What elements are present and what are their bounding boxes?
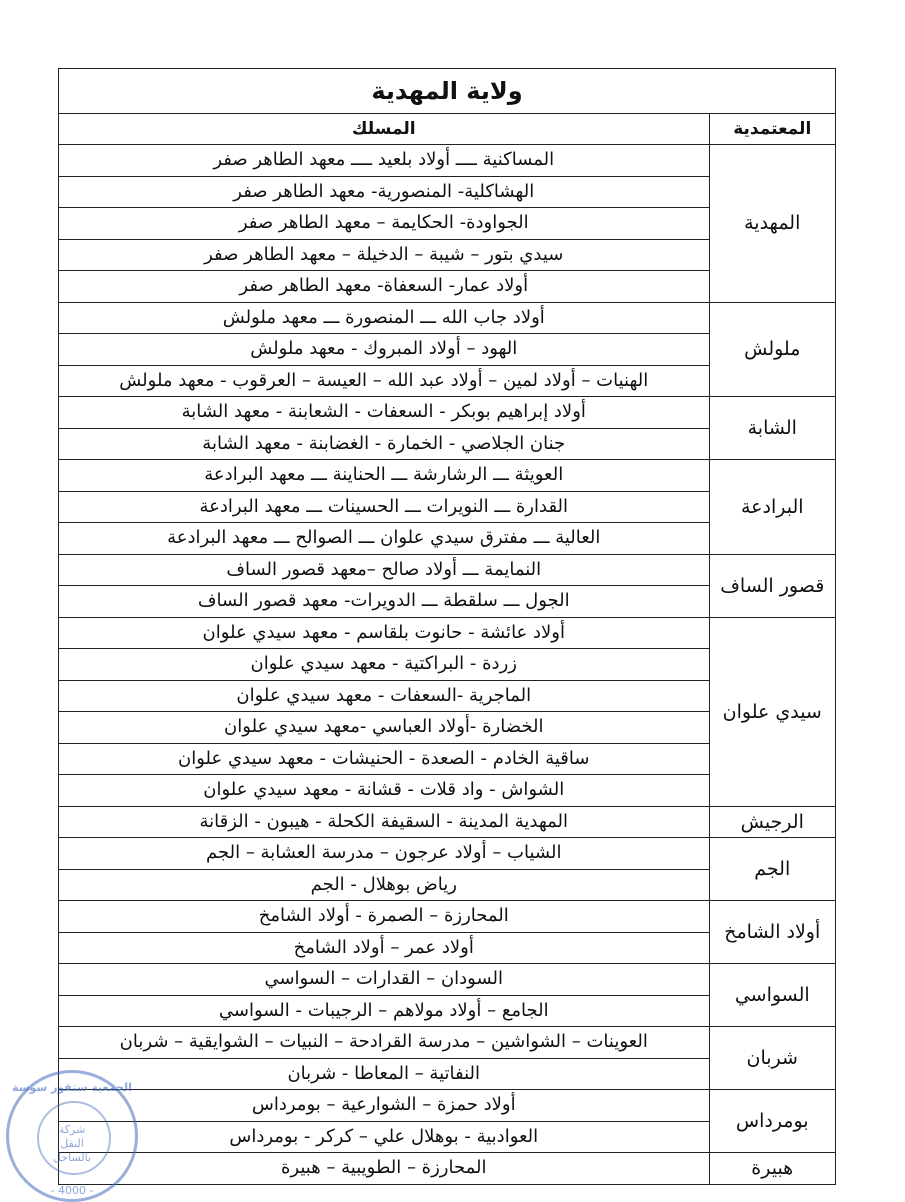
- delegation-name: هبيرة: [709, 1153, 835, 1184]
- delegation-name: أولاد الشامخ: [709, 901, 835, 964]
- routes-table: [59, 114, 835, 1184]
- delegation-group-row: [59, 1027, 835, 1090]
- route-list: [59, 302, 709, 397]
- delegation-group-row: [59, 460, 835, 555]
- delegation-group-row: [59, 964, 835, 1027]
- delegation-name: شربان: [709, 1027, 835, 1090]
- route-item: المحارزة – الصمرة - أولاد الشامخ: [258, 905, 509, 926]
- route-list: [59, 838, 709, 901]
- route-item: العوادبية - بوهلال علي – كركر - بومرداس: [59, 1121, 709, 1153]
- route-list: [59, 554, 709, 617]
- route-list: [59, 806, 709, 838]
- delegation-group-row: [59, 397, 835, 460]
- route-item: العوينات – الشواشين – مدرسة القرادحة – النبيات – الشوايقية – شربان: [119, 1031, 648, 1052]
- route-item: رياض بوهلال - الجم: [59, 869, 709, 901]
- delegation-group-row: [59, 901, 835, 964]
- delegation-group-row: [59, 806, 835, 838]
- delegation-group-row: [59, 1153, 835, 1184]
- delegation-name: السواسي: [709, 964, 835, 1027]
- route-item: الجول ـــ سلقطة ـــ الدويرات- معهد قصور الساف: [59, 585, 709, 617]
- route-item: أولاد إبراهيم بوبكر - السعفات - الشعابنة - معهد الشابة: [181, 401, 586, 422]
- delegation-group-row: [59, 145, 835, 303]
- route-item: ساقية الخادم - الصعدة - الحنيشات - معهد سيدي علوان: [59, 743, 709, 775]
- delegation-name: قصور الساف: [709, 554, 835, 617]
- route-item: القدارة ـــ النويرات ـــ الحسينات ـــ معهد البرادعة: [59, 491, 709, 523]
- route-item: الجامع – أولاد مولاهم – الرجيبات - السواسي: [59, 995, 709, 1027]
- route-item: الجواودة- الحكايمة – معهد الطاهر صفر: [59, 207, 709, 239]
- route-list: [59, 901, 709, 964]
- delegation-group-row: [59, 838, 835, 901]
- route-list: [59, 1153, 709, 1184]
- route-item: السودان – القدارات – السواسي: [264, 968, 504, 989]
- route-list: [59, 1027, 709, 1090]
- route-item: جنان الجلاصي - الخمارة - الغضابنة - معهد الشابة: [59, 428, 709, 460]
- route-item: أولاد عمر – أولاد الشامخ: [59, 932, 709, 964]
- route-item: النفاتية – المعاطا - شربان: [59, 1058, 709, 1090]
- document-table: [58, 68, 836, 1185]
- route-list: [59, 145, 709, 303]
- stamp-line-1: شركة: [58, 1123, 86, 1136]
- route-item: أولاد جاب الله ـــ المنصورة ـــ معهد ملولش: [222, 306, 545, 328]
- route-list: [59, 1090, 709, 1153]
- company-stamp: [6, 1070, 138, 1202]
- route-item: أولاد عمار- السعفاة- معهد الطاهر صفر: [59, 270, 709, 302]
- route-list: [59, 617, 709, 806]
- route-item: زردة - البراكتية - معهد سيدي علوان: [59, 648, 709, 680]
- delegation-group-row: [59, 1090, 835, 1153]
- route-list: [59, 460, 709, 555]
- route-item: الهشاكلية- المنصورية- معهد الطاهر صفر: [59, 176, 709, 208]
- route-item: المحارزة – الطويبية – هبيرة: [281, 1157, 487, 1178]
- route-item: النمايمة ـــ أولاد صالح –معهد قصور الساف: [226, 558, 542, 580]
- route-item: الشياب – أولاد عرجون – مدرسة العشابة – الجم: [206, 842, 562, 863]
- stamp-line-2: النقل: [60, 1137, 84, 1150]
- header-route: المسلك: [59, 114, 709, 145]
- route-item: الهنيات – أولاد لمين – أولاد عبد الله – العيسة – العرقوب - معهد ملولش: [59, 365, 709, 397]
- stamp-line-3: بالساحل: [52, 1151, 92, 1164]
- delegation-group-row: [59, 554, 835, 617]
- route-list: [59, 964, 709, 1027]
- route-item: المهدية المدينة - السقيفة الكحلة - هيبون - الزقانة: [199, 810, 569, 832]
- route-item: الهود – أولاد المبروك - معهد ملولش: [59, 333, 709, 365]
- route-item: العويثة ـــ الرشارشة ـــ الحناينة ـــ معهد البرادعة: [204, 464, 564, 485]
- delegation-name: الشابة: [709, 397, 835, 460]
- route-item: الخضارة -أولاد العباسي -معهد سيدي علوان: [59, 711, 709, 743]
- delegation-name: الجم: [709, 838, 835, 901]
- route-item: سيدي بتور – شيبة – الدخيلة – معهد الطاهر صفر: [59, 239, 709, 271]
- route-item: العالية ـــ مفترق سيدي علوان ـــ الصوالح ـــ معهد البرادعة: [59, 522, 709, 554]
- delegation-group-row: [59, 617, 835, 806]
- delegation-name: بومرداس: [709, 1090, 835, 1153]
- delegation-group-row: [59, 302, 835, 397]
- delegation-name: سيدي علوان: [709, 617, 835, 806]
- stamp-center-text: [9, 1123, 135, 1165]
- delegation-name: البرادعة: [709, 460, 835, 555]
- header-delegation: المعتمدية: [709, 114, 835, 145]
- page-title: ولاية المهدية: [59, 69, 835, 114]
- header-row: [59, 114, 835, 145]
- delegation-name: المهدية: [709, 145, 835, 303]
- route-item: أولاد عائشة - حانوت بلقاسم - معهد سيدي علوان: [202, 621, 565, 643]
- delegation-name: الرجيش: [709, 806, 835, 838]
- route-list: [59, 397, 709, 460]
- route-item: المساكنية ــــ أولاد بلعيد ــــ معهد الطاهر صفر: [213, 149, 555, 170]
- route-item: الماجرية -السعفات - معهد سيدي علوان: [59, 680, 709, 712]
- stamp-number: - 4000 -: [50, 1184, 94, 1197]
- route-item: أولاد حمزة – الشوارعية – بومرداس: [251, 1094, 516, 1115]
- stamp-ring-text: الجمعية ستقور سوسة: [12, 1081, 132, 1094]
- delegation-name: ملولش: [709, 302, 835, 397]
- route-item: الشواش - واد قلات - قشانة - معهد سيدي علوان: [59, 774, 709, 806]
